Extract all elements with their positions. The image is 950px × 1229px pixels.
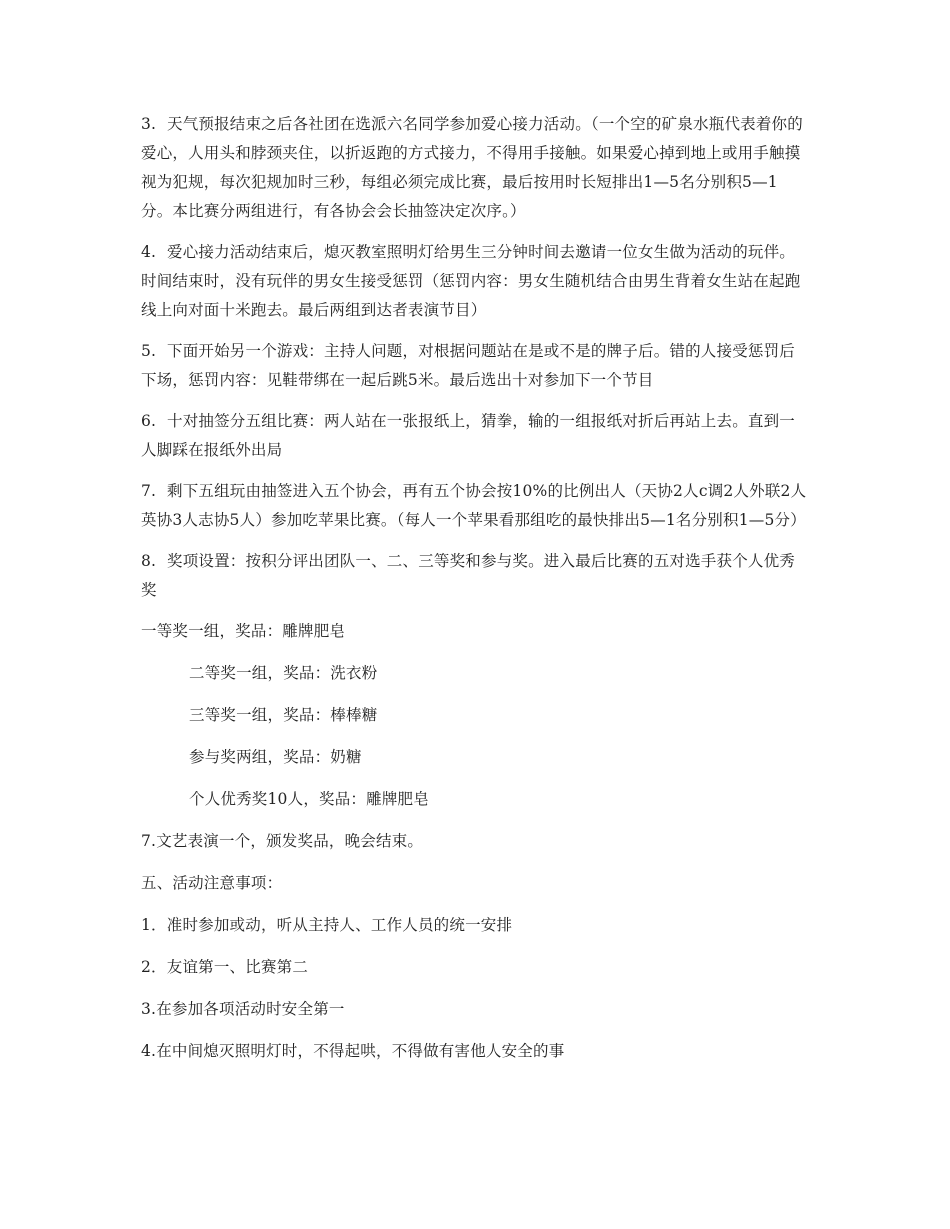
activity-item-8 (141, 547, 809, 605)
item-text: 奖项设置：按积分评出团队一、二、三等奖和参与奖。进入最后比赛的五对选手获个人优秀奖 (141, 552, 796, 599)
activity-item-7 (141, 477, 809, 535)
prize-first: 一等奖一组，奖品：雕牌肥皂 (141, 622, 346, 640)
closing-line: 7.文艺表演一个，颁发奖品，晚会结束。 (141, 832, 424, 850)
prize-second: 二等奖一组，奖品：洗衣粉 (189, 664, 378, 682)
prize-individual: 个人优秀奖10人，奖品：雕牌肥皂 (189, 790, 429, 808)
prize-participation: 参与奖两组，奖品：奶糖 (189, 748, 362, 766)
note-item-4: 4.在中间熄灭照明灯时，不得起哄，不得做有害他人安全的事 (141, 1042, 565, 1060)
item-text: 爱心接力活动结束后，熄灭教室照明灯给男生三分钟时间去邀请一位女生做为活动的玩伴。时间结束时，没有玩伴的男女生接受惩罚（惩罚内容：男女生随机结合由男生背着女生站在起跑线上向对面十米跑去。最后两组到达者表演节目） (141, 243, 801, 319)
note-item-3: 3.在参加各项活动时安全第一 (141, 1000, 345, 1018)
notes-heading: 五、活动注意事项： (141, 874, 283, 892)
activity-item-3 (141, 110, 809, 226)
note-item-1: 1．准时参加或动，听从主持人、工作人员的统一安排 (141, 916, 513, 934)
activity-item-5 (141, 337, 809, 395)
item-number: 6. (141, 412, 157, 430)
item-text: 十对抽签分五组比赛：两人站在一张报纸上，猜拳，输的一组报纸对折后再站上去。直到一人脚踩在报纸外出局 (141, 412, 796, 459)
activity-item-6 (141, 407, 809, 465)
item-text: 下面开始另一个游戏：主持人问题，对根据问题站在是或不是的牌子后。错的人接受惩罚后下场，惩罚内容：见鞋带绑在一起后跳5米。最后选出十对参加下一个节目 (141, 342, 796, 389)
document-body (141, 110, 809, 1079)
item-number: 5. (141, 342, 157, 360)
prize-third: 三等奖一组，奖品：棒棒糖 (189, 706, 378, 724)
activity-item-4 (141, 238, 809, 325)
note-item-2: 2．友谊第一、比赛第二 (141, 958, 309, 976)
item-number: 7. (141, 482, 157, 500)
item-text: 剩下五组玩由抽签进入五个协会，再有五个协会按10%的比例出人（天协2人c调2人外联2人英协3人志协5人）参加吃苹果比赛。（每人一个苹果看那组吃的最快排出5—1名分别积1—5分） (141, 482, 807, 529)
item-number: 4. (141, 243, 157, 261)
item-number: 3. (141, 115, 157, 133)
item-number: 8. (141, 552, 157, 570)
item-text: 天气预报结束之后各社团在选派六名同学参加爱心接力活动。（一个空的矿泉水瓶代表着你的爱心，人用头和脖颈夹住，以折返跑的方式接力，不得用手接触。如果爱心掉到地上或用手触摸视为犯规，每次犯规加时三秒，每组必须完成比赛，最后按用时长短排出1—5名分别积5—1分。本比赛分两组进行，有各协会会长抽签决定次序。） (141, 115, 803, 220)
